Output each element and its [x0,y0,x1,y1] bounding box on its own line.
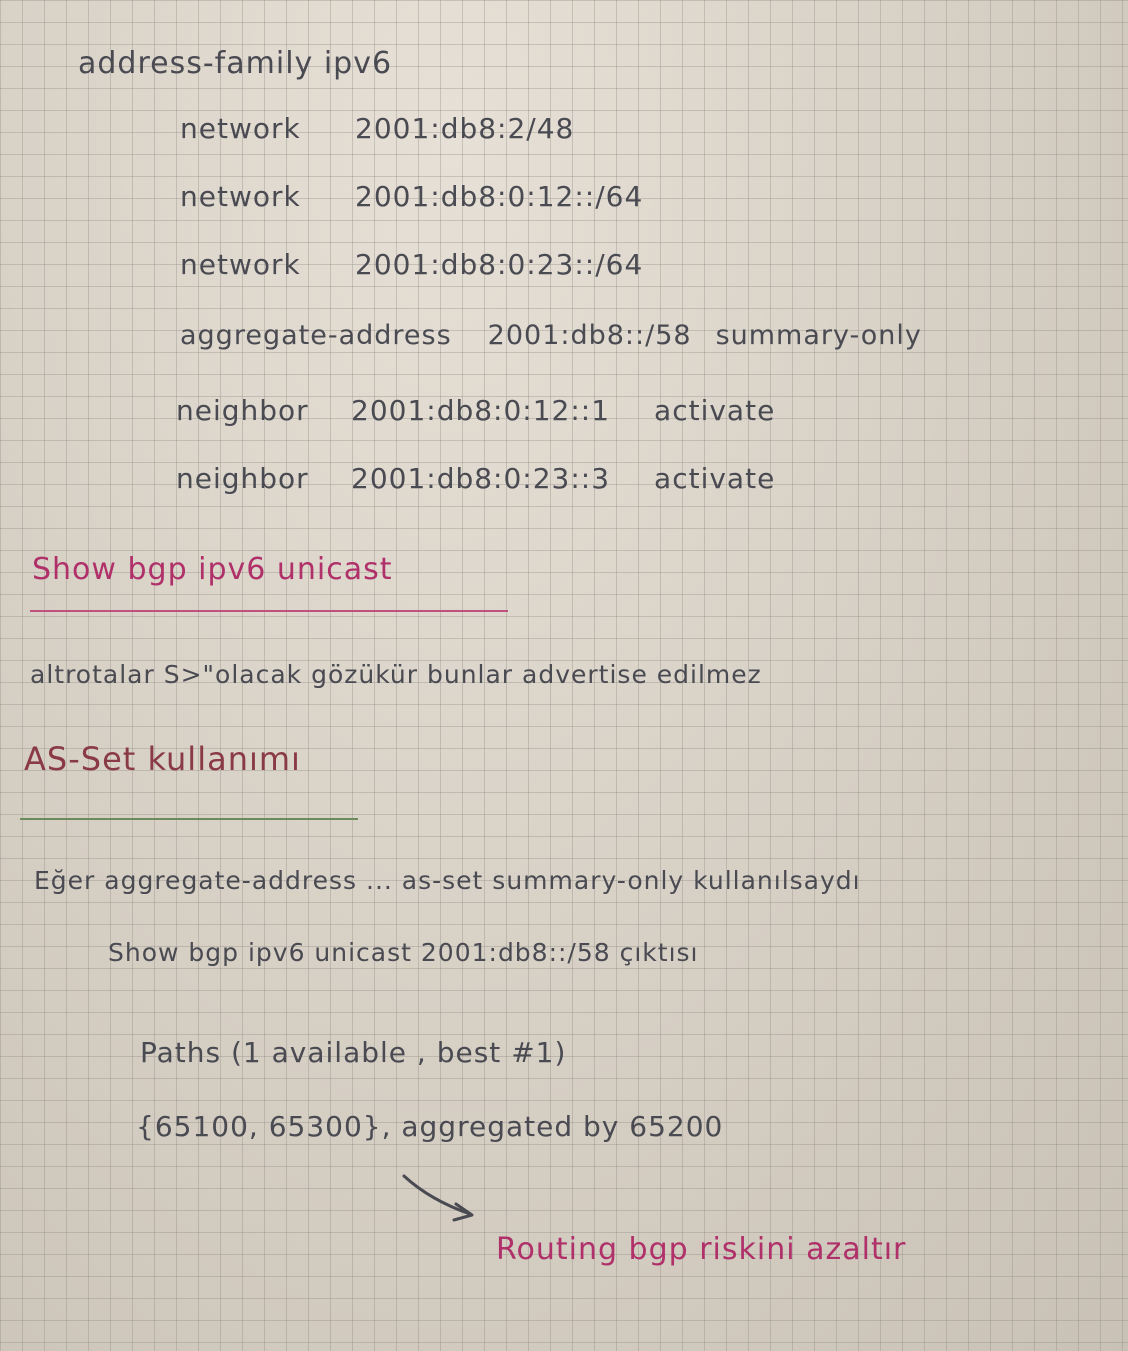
neighbor-action: activate [654,462,776,495]
aggregate-option: summary-only [715,320,922,351]
as-set-underline [20,818,358,820]
neighbor-address: 2001:db8:0:12::1 [351,394,611,427]
neighbor-line-1 [176,394,775,427]
network-prefix: 2001:db8:2/48 [355,112,575,145]
consequence-note: Routing bgp riskini azaltır [496,1232,907,1267]
neighbor-action: activate [654,394,776,427]
as-path-line: {65100, 65300}, aggregated by 65200 [136,1110,724,1143]
neighbor-address: 2001:db8:0:23::3 [351,462,611,495]
aggregate-line [180,320,922,351]
aggregate-prefix: 2001:db8::/58 [487,320,692,351]
address-family-header: address-family ipv6 [78,46,393,81]
show-section-title: Show bgp ipv6 unicast [32,552,393,587]
network-prefix: 2001:db8:0:12::/64 [355,180,644,213]
neighbor-keyword: neighbor [176,462,309,495]
neighbor-keyword: neighbor [176,394,309,427]
show-section-note: altrotalar S>"olacak gözükür bunlar advertise edilmez [30,660,762,689]
as-set-line-1: Eğer aggregate-address ... as-set summary-only kullanılsaydı [34,866,861,895]
network-keyword: network [180,112,301,145]
as-set-line-2: Show bgp ipv6 unicast 2001:db8::/58 çıktısı [108,938,699,967]
network-keyword: network [180,180,301,213]
as-set-title: AS-Set kullanımı [24,740,301,778]
network-prefix: 2001:db8:0:23::/64 [355,248,644,281]
show-section-underline [30,610,508,612]
network-line-3 [180,248,643,281]
network-line-2 [180,180,643,213]
neighbor-line-2 [176,462,775,495]
network-line-1 [180,112,574,145]
paths-line: Paths (1 available , best #1) [140,1036,567,1069]
arrow-right-icon [400,1170,480,1230]
aggregate-keyword: aggregate-address [180,320,452,351]
network-keyword: network [180,248,301,281]
